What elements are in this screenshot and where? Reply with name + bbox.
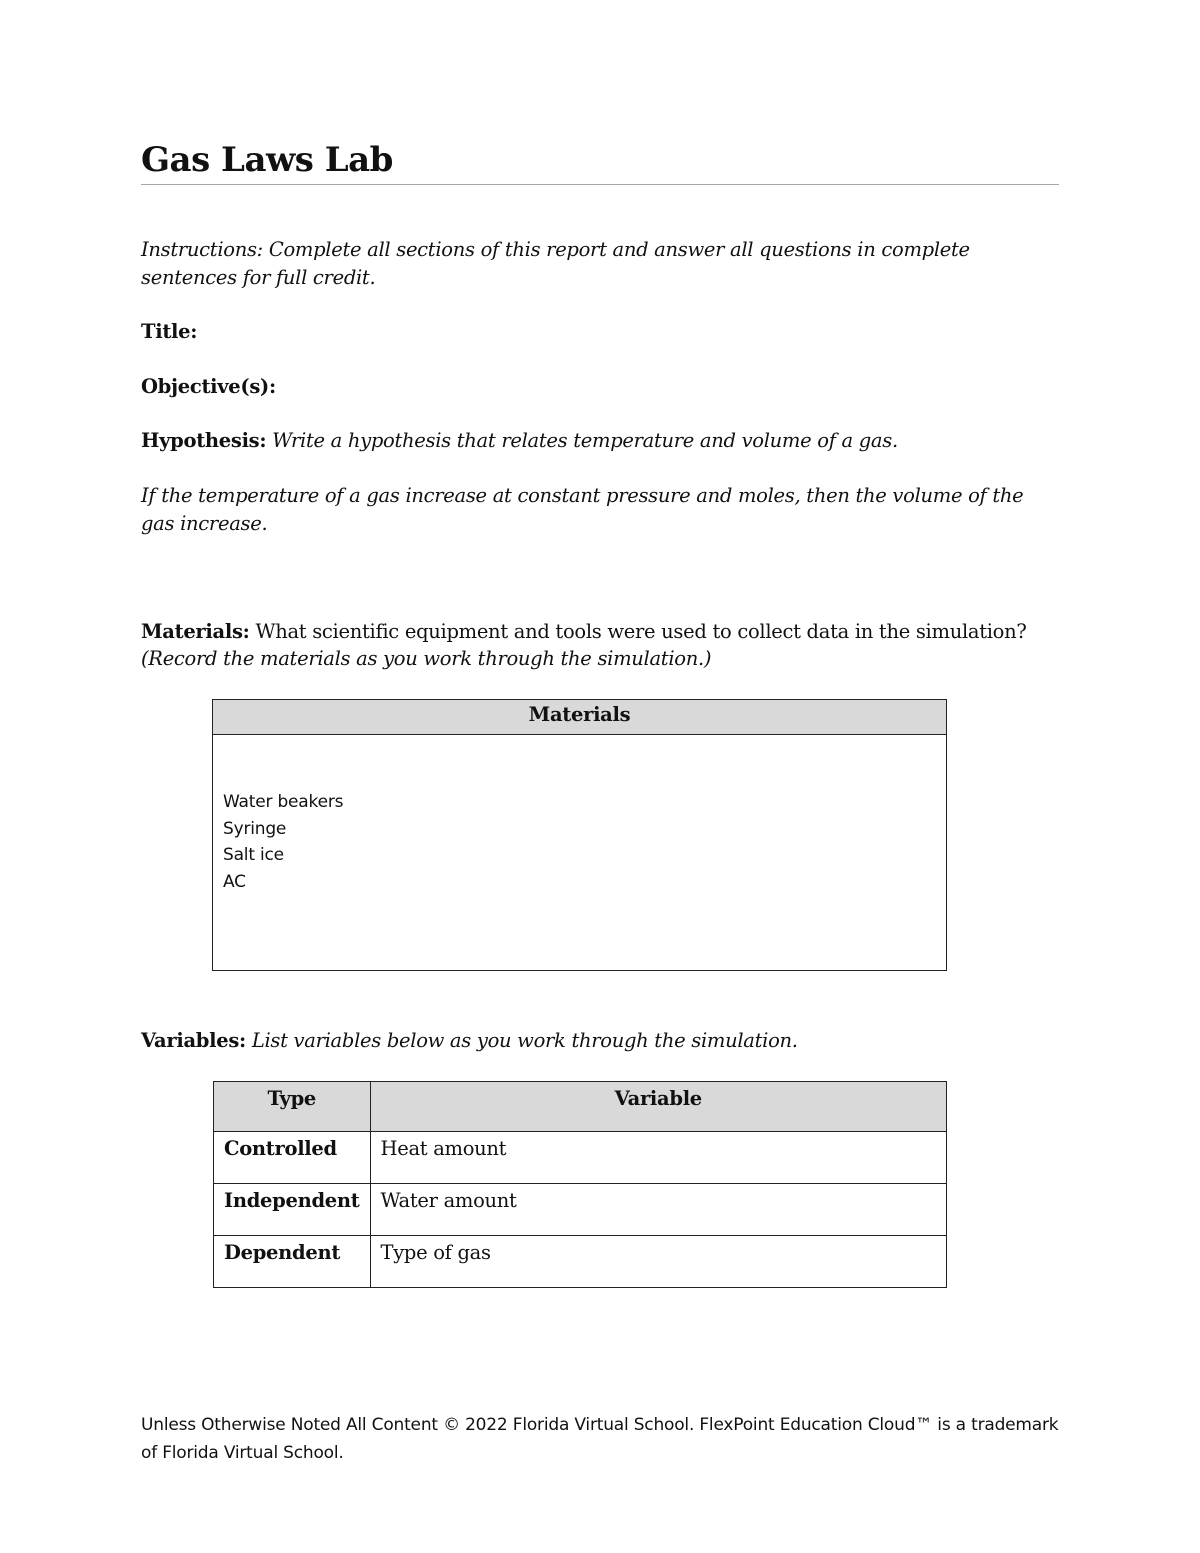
hypothesis-line <box>141 427 1061 455</box>
instructions-text: Instructions: Complete all sections of this report and answer all questions in complete sentences for full credit. <box>141 238 970 289</box>
variables-prompt: List variables below as you work through the simulation. <box>251 1029 798 1052</box>
table-row <box>214 1184 947 1236</box>
materials-prompt: What scientific equipment and tools were used to collect data in the simulation? <box>255 620 1027 643</box>
title-label: Title: <box>141 320 198 343</box>
hypothesis-label: Hypothesis: <box>141 429 267 452</box>
materials-label: Materials: <box>141 620 250 643</box>
footer-copyright: Unless Otherwise Noted All Content © 2022 Florida Virtual School. FlexPoint Education Cloud™ is a trademark of Florida Virtual School. <box>141 1415 1059 1463</box>
variables-table <box>213 1081 947 1288</box>
materials-list <box>223 789 936 895</box>
materials-cell[interactable] <box>213 735 947 971</box>
variable-type-cell: Independent <box>214 1184 371 1236</box>
hypothesis-prompt: Write a hypothesis that relates temperature and volume of a gas. <box>272 429 898 452</box>
variables-prompt-line <box>141 1027 1061 1055</box>
variables-header-variable: Variable <box>370 1082 947 1132</box>
variables-header-type: Type <box>214 1082 371 1132</box>
variable-value-cell[interactable]: Heat amount <box>370 1132 947 1184</box>
table-row <box>214 1236 947 1288</box>
variable-type-cell: Controlled <box>214 1132 371 1184</box>
variable-type-cell: Dependent <box>214 1236 371 1288</box>
variables-header-row <box>214 1082 947 1132</box>
materials-table-header: Materials <box>213 700 947 735</box>
materials-item: AC <box>223 871 246 892</box>
materials-item: Salt ice <box>223 845 284 865</box>
materials-table <box>212 699 947 971</box>
variable-value-cell[interactable]: Water amount <box>370 1184 947 1236</box>
materials-prompt-line <box>141 618 1061 646</box>
materials-item: Water beakers <box>223 792 344 812</box>
table-row <box>214 1132 947 1184</box>
page-title: Gas Laws Lab <box>141 138 1059 185</box>
materials-item: Syringe <box>223 818 287 839</box>
hypothesis-answer: If the temperature of a gas increase at constant pressure and moles, then the volume of the gas increase. <box>141 484 1024 535</box>
materials-note: (Record the materials as you work through the simulation.) <box>141 647 712 670</box>
variable-value-cell[interactable]: Type of gas <box>370 1236 947 1288</box>
variables-label: Variables: <box>141 1029 246 1052</box>
objectives-label: Objective(s): <box>141 375 276 398</box>
